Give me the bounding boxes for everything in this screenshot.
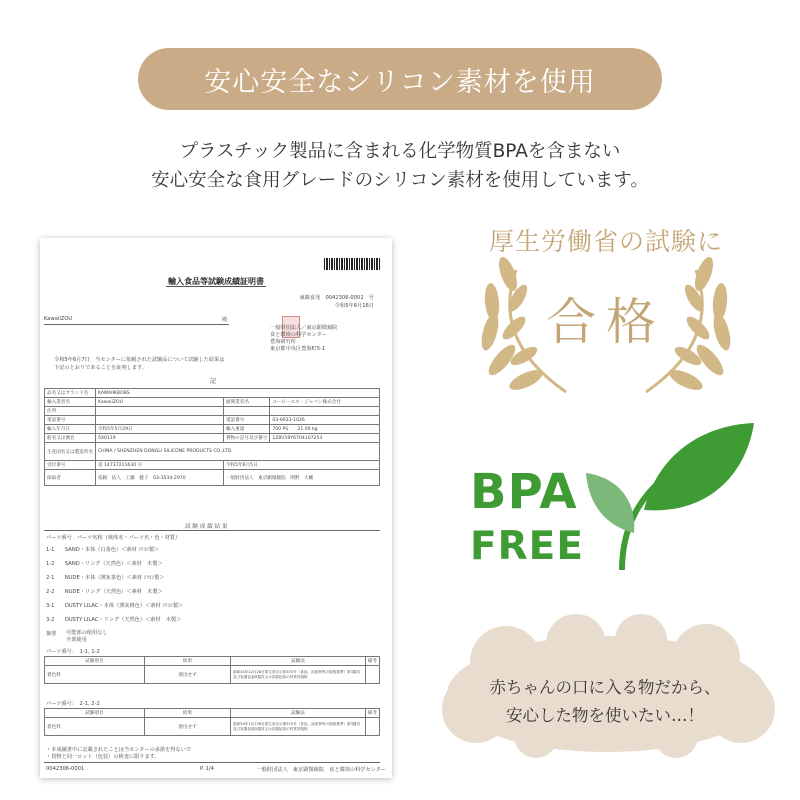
- part-row: 3-2 DUSTY LILAC・リング（天然色）＜素材 木製＞: [46, 617, 182, 623]
- results-header: 試 験 成 績 結 果: [185, 524, 228, 530]
- award-badge: [456, 210, 756, 400]
- award-text: 厚生労働省の試験に: [488, 227, 723, 256]
- headline-banner: [138, 48, 662, 110]
- table2-parts: パーツ番号： 2-1, 2-2: [46, 701, 100, 707]
- table1-parts: パーツ番号： 1-1, 1-2: [46, 649, 100, 655]
- cloud-text-line-2: 安心した物を使いたい…！: [506, 706, 704, 725]
- certificate-title: 輸入食品等試験成績証明書: [168, 277, 264, 286]
- footnote-1: ・本成績書中に記載されたことは当センターの承諾を得ないで: [46, 747, 192, 753]
- certificate-body-2: 下記のとおりであることを証明します。: [54, 365, 147, 371]
- footer-right: 一般財団法人 東京顕微鏡院 食と環境の科学センター: [256, 767, 386, 773]
- leaf-icon: [582, 415, 757, 575]
- part-row: 2-2 NUDE・リング（天然色）＜素材 木製＞: [46, 589, 163, 595]
- note-label: 摘要: [46, 631, 57, 637]
- issuer-line-2: 食と環境の科学センター: [270, 332, 327, 338]
- barcode: [324, 258, 380, 270]
- results-table-1: 試験項目 結果 試験法 備考 着色料 溶出せず 昭和34年12月28日厚生省告示第370号（食品、添加物等の規格基準）第3器具及び容器包装D器具又は容器包装の材質別規格: [44, 656, 380, 684]
- certificate-body-1: 令和5年6月7日 当センターに依頼された試験品について試験した結果は: [54, 357, 225, 363]
- award-pass-text: 合格: [546, 293, 666, 351]
- issuer-line-4: 東京都中央区豊海町5-1: [270, 346, 326, 352]
- footnote-2: ・貨物と同一ロット（包装）の検査に限ります。: [46, 754, 160, 760]
- part-row: 1-1 SAND・本体（白茶色）＜素材 ｼﾘｺﾝ製＞: [46, 547, 160, 553]
- subtitle-line-2: 安心安全な食用グレードのシリコン素材を使用しています。: [151, 170, 649, 191]
- subtitle-line-1: プラスチック製品に含まれる化学物質BPAを含まない: [179, 141, 621, 162]
- issuer-line-3: 豊海研究所: [270, 339, 296, 345]
- certificate-ref-no: 東観食発 0042306-0001 号: [299, 295, 374, 301]
- results-table-2: 試験項目 結果 試験法 備考 着色料 溶出せず 昭和34年12月28日厚生省告示第370号（食品、添加物等の規格基準）第3器具及び容器包装D器具又は容器包装の材質別規格: [44, 708, 380, 736]
- issuer-line-1: 一般財団法人／東京顕微鏡院: [270, 325, 338, 331]
- footer-left: 0042306-0001: [46, 766, 85, 772]
- certificate-sama: 殿: [222, 317, 228, 323]
- certificate-document: [40, 238, 392, 778]
- part-row: 2-1 NUDE・本体（薄灰茶色）＜素材 ｼﾘｺﾝ製＞: [46, 575, 165, 581]
- certificate-info-table: 品名又はブランド名 KAWAIIKBOBS 輸入業者名 KawaiiZOU 通関業者名 ユーピーエス・ジャパン株式会社 住所 電話番号 電話番号 03-6633-1026 輸入年月日 令和5年5月29日 輸入重量 700 PS 21.00 kg 船名又は便名 5X0119 貨物の記号及び番号 1Z8V19Y6704107253 生産国名又は製造所名 CHINA / SHENZHEN DONGLI SILICONE PRODUCTS CO.,LTD. 受付番号 第 14737211630 号 令和5年6月5日 採取者 依頼 依人 工藤 健子 03-3534-2970 一般財団法人 東京顕微鏡院 関野 大輔: [44, 388, 380, 486]
- headline-text: 安心安全なシリコン素材を使用: [204, 66, 596, 98]
- footer-page: P. 1/4: [200, 766, 214, 772]
- bpa-label: BPA: [470, 464, 578, 520]
- parts-header: パーツ番号 パーツ名称（検体名・パーツ名・色・材質）: [46, 535, 181, 541]
- part-row: 3-1 DUSTY LILAC・本体（薄灰桃色）＜素材 ｼﾘｺﾝ製＞: [46, 603, 184, 609]
- certificate-date: 令和5年6月16日: [334, 303, 374, 309]
- certificate-addressee: KawaiiZOU: [44, 316, 73, 322]
- part-row: 1-2 SAND・リング（天然色）＜素材 木製＞: [46, 561, 163, 567]
- cloud-text-line-1: 赤ちゃんの口に入る物だから、: [489, 678, 721, 697]
- free-label: FREE: [470, 524, 584, 569]
- certificate-ki: 記: [210, 378, 217, 385]
- note-text: 可能部の使用なし 全部使用: [66, 630, 108, 643]
